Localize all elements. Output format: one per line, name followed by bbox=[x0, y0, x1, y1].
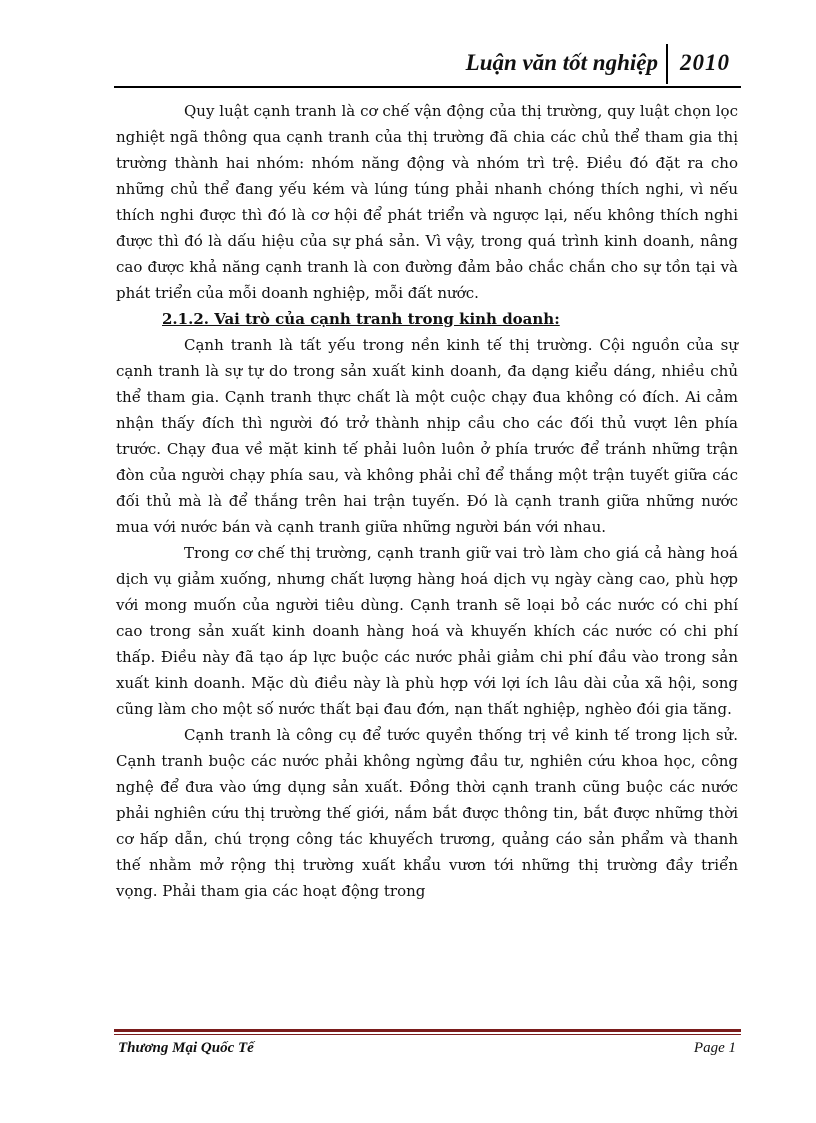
paragraph-3: Trong cơ chế thị trường, cạnh tranh giữ vai trò làm cho giá cả hàng hoá dịch vụ giảm xuống, nhưng chất lượng hàng hoá dịch vụ ngày càng cao, phù hợp với mong muốn của người tiêu dùng. Cạnh tranh sẽ loại bỏ các nước có chi phí cao trong sản xuất kinh doanh hàng hoá và khuyến khích các nước có chi phí thấp. Điều này đã tạo áp lực buộc các nước phải giảm chi phí đầu vào trong sản xuất kinh doanh. Mặc dù điều này là phù hợp với lợi ích lâu dài của xã hội, song cũng làm cho một số nước thất bại đau đớn, nạn thất nghiệp, nghèo đói gia tăng. bbox=[116, 544, 738, 718]
footer-subject: Thương Mại Quốc Tế bbox=[118, 1040, 254, 1056]
header-year: 2010 bbox=[680, 50, 730, 75]
document-body bbox=[116, 98, 738, 904]
paragraph-1: Quy luật cạnh tranh là cơ chế vận động của thị trường, quy luật chọn lọc nghiệt ngã thông qua cạnh tranh của thị trường đã chia các chủ thể tham gia thị trường thành hai nhóm: nhóm năng động và nhóm trì trệ. Điều đó đặt ra cho những chủ thể đang yếu kém và lúng túng phải nhanh chóng thích nghi, vì nếu thích nghi được thì đó là cơ hội để phát triển và ngược lại, nếu không thích nghi được thì đó là dấu hiệu của sự phá sản. Vì vậy, trong quá trình kinh doanh, nâng cao được khả năng cạnh tranh là con đường đảm bảo chắc chắn cho sự tồn tại và phát triển của mỗi doanh nghiệp, mỗi đất nước. bbox=[116, 102, 738, 302]
paragraph-2: Cạnh tranh là tất yếu trong nền kinh tế thị trường. Cội nguồn của sự cạnh tranh là sự tự do trong sản xuất kinh doanh, đa dạng kiểu dáng, nhiều chủ thể tham gia. Cạnh tranh thực chất là một cuộc chạy đua không có đích. Ai cảm nhận thấy đích thì người đó trở thành nhịp cầu cho các đối thủ vượt lên phía trước. Chạy đua về mặt kinh tế phải luôn luôn ở phía trước để tránh những trận đòn của người chạy phía sau, và không phải chỉ để thắng một trận tuyết giữa các đối thủ mà là để thắng trên hai trận tuyến. Đó là cạnh tranh giữa những nước mua với nước bán và cạnh tranh giữa những người bán với nhau. bbox=[116, 336, 738, 536]
section-heading: 2.1.2. Vai trò của cạnh tranh trong kinh doanh: bbox=[162, 310, 560, 328]
header-rule bbox=[114, 86, 741, 88]
paragraph-4: Cạnh tranh là công cụ để tước quyền thống trị về kinh tế trong lịch sử. Cạnh tranh buộc các nước phải không ngừng đầu tư, nghiên cứu khoa học, công nghệ để đưa vào ứng dụng sản xuất. Đồng thời cạnh tranh cũng buộc các nước phải nghiên cứu thị trường thế giới, nắm bắt được thông tin, bắt được những thời cơ hấp dẫn, chú trọng công tác khuyếch trương, quảng cáo sản phẩm và thanh thế nhằm mở rộng thị trường xuất khẩu vươn tới những thị trường đầy triển vọng. Phải tham gia các hoạt động trong bbox=[116, 726, 738, 900]
header-title: Luận văn tốt nghiệp bbox=[465, 50, 658, 75]
page-number: Page 1 bbox=[693, 1040, 736, 1056]
footer-rule bbox=[114, 1029, 741, 1035]
header-divider bbox=[666, 44, 668, 84]
